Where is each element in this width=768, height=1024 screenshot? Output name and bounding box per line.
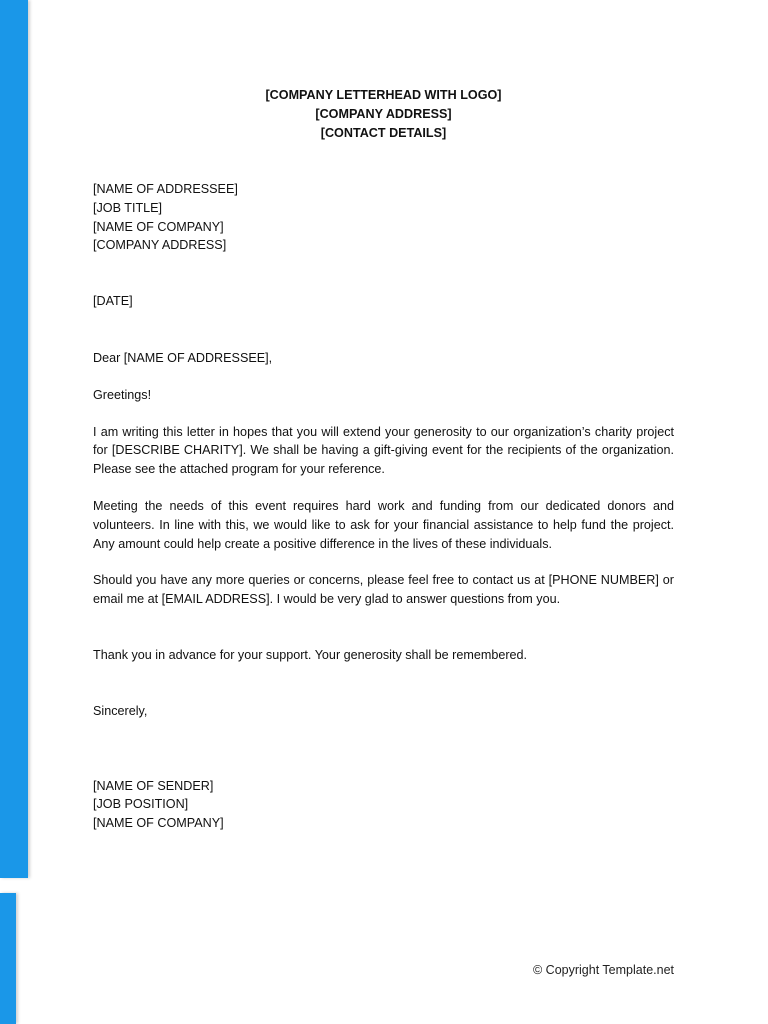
closing: Sincerely, xyxy=(93,703,148,718)
addressee-job-title: [JOB TITLE] xyxy=(93,200,163,215)
addressee-block xyxy=(93,180,674,255)
letterhead-contact-line: [CONTACT DETAILS] xyxy=(320,126,447,140)
sender-position: [JOB POSITION] xyxy=(93,797,189,812)
addressee-name: [NAME OF ADDRESSEE] xyxy=(93,182,238,196)
addressee-address: [COMPANY ADDRESS] xyxy=(93,238,227,253)
salutation: Dear [NAME OF ADDRESSEE], xyxy=(93,350,273,365)
letter-page xyxy=(93,86,674,833)
letterhead-address-line: [COMPANY ADDRESS] xyxy=(315,107,452,121)
addressee-company: [NAME OF COMPANY] xyxy=(93,219,224,234)
body-paragraph-needs: Meeting the needs of this event requires hard work and funding from our dedicated donors and volunteers. In line with this, we would like to ask for your financial assistance to help fund the project. Any amount could help create a positive difference in the lives of these individuals. xyxy=(93,498,674,551)
body-paragraph-contact: Should you have any more queries or concerns, please feel free to contact us at [PHONE NUMBER] or email me at [EMAIL ADDRESS]. I would be very glad to answer questions from you. xyxy=(93,573,674,607)
greeting: Greetings! xyxy=(93,387,152,402)
copyright-footer: © Copyright Template.net xyxy=(533,963,674,977)
letterhead xyxy=(93,86,674,143)
sender-company: [NAME OF COMPANY] xyxy=(93,816,224,831)
sender-block xyxy=(93,777,674,833)
decorative-side-bar-top xyxy=(0,0,28,878)
letterhead-logo-line: [COMPANY LETTERHEAD WITH LOGO] xyxy=(265,88,502,102)
decorative-side-bar-bottom xyxy=(0,893,16,1024)
body-paragraph-request: I am writing this letter in hopes that you will extend your generosity to our organization’s charity project for [DESCRIBE CHARITY]. We shall be having a gift-giving event for the recipients of the organization. Please see the attached program for your reference. xyxy=(93,424,674,477)
letter-date: [DATE] xyxy=(93,294,133,309)
thanks-line: Thank you in advance for your support. Your generosity shall be remembered. xyxy=(93,647,528,662)
sender-name: [NAME OF SENDER] xyxy=(93,778,214,793)
